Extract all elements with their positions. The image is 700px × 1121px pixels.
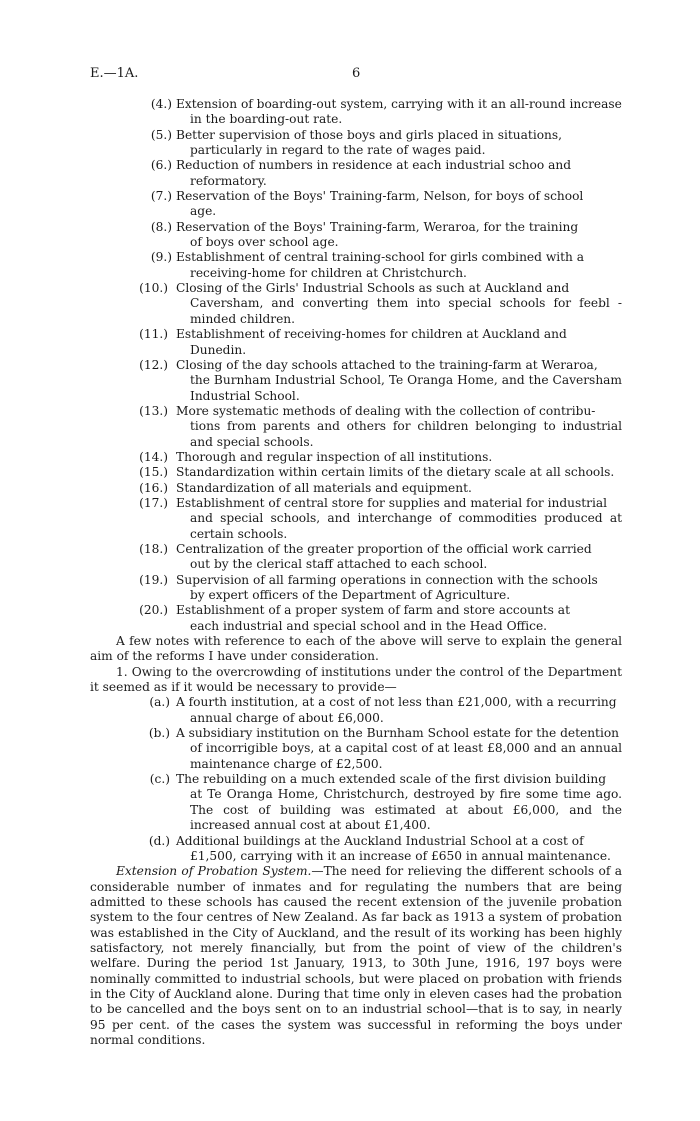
sub-item-label: (c.) [149, 772, 170, 787]
sub-item-text-continued: £1,500, carrying with it an increase of £650 in annual maintenance. [190, 848, 611, 863]
item-number: (16.) [139, 480, 168, 495]
item-text: Establishment of central store for supplies and material for industrial [176, 495, 608, 510]
sub-item-label: (b.) [148, 726, 170, 741]
item-text: Closing of the day schools attached to the training-farm at Weraroa, [176, 357, 598, 372]
item-number: (20.) [139, 603, 168, 618]
item-text: Standardization within certain limits of the dietary scale at all schools. [176, 465, 615, 480]
sub-item-label: (a.) [149, 695, 170, 710]
sub-item-text-continued: of incorrigible boys, at a capital cost of at least £8,000 and an annual maintenance charge of £2,500. [190, 741, 622, 771]
list-item [90, 158, 622, 189]
item-text-continued: receiving-home for children at Christchurch. [190, 265, 467, 280]
item-text: Establishment of receiving-homes for children at Auckland and [176, 327, 567, 342]
item-text-continued: tions from parents and others for children belonging to industrial and special schools. [190, 419, 622, 449]
item-text: Better supervision of those boys and girls placed in situations, [176, 127, 563, 142]
page-body [90, 97, 622, 1048]
item-text: Establishment of central training-school for girls combined with a [176, 250, 585, 265]
item-text-continued: reformatory. [190, 173, 267, 188]
item-number: (13.) [139, 403, 168, 418]
item-text: Reservation of the Boys' Training-farm, Weraroa, for the training [176, 219, 579, 234]
paragraph-probation [90, 864, 622, 1048]
item-number: (8.) [150, 219, 172, 234]
item-text-continued: and special schools, and interchange of commodities produced at certain schools. [190, 511, 622, 541]
sub-item [90, 772, 622, 833]
item-number: (7.) [150, 189, 172, 204]
sub-item-text: A subsidiary institution on the Burnham School estate for the detention [176, 726, 620, 741]
item-number: (18.) [139, 541, 168, 556]
item-number: (9.) [150, 250, 172, 265]
sub-item [90, 834, 622, 865]
list-item [90, 450, 622, 465]
list-item [90, 358, 622, 404]
list-item [90, 281, 622, 327]
item-text-continued: Caversham, and converting them into special schools for feebl - minded children. [190, 296, 622, 326]
reform-list [90, 97, 622, 634]
item-number: (19.) [139, 572, 168, 587]
item-number: (11.) [139, 327, 168, 342]
item-number: (10.) [139, 281, 168, 296]
item-text: Reservation of the Boys' Training-farm, Nelson, for boys of school [176, 189, 584, 204]
item-text-continued: in the boarding-out rate. [190, 112, 343, 127]
item-text: Extension of boarding-out system, carrying with it an all-round increase [176, 97, 622, 111]
item-text: Establishment of a proper system of farm and store accounts at [176, 603, 570, 618]
sub-item-text-continued: at Te Oranga Home, Christchurch, destroyed by fire some time ago. The cost of building was estimated at about £6,000, and the increased annual cost at about £1,400. [190, 787, 622, 833]
sub-item-text-continued: annual charge of about £6,000. [190, 710, 384, 725]
item-text-continued: the Burnham Industrial School, Te Oranga Home, and the Caversham Industrial School. [190, 373, 622, 403]
item-text-continued: particularly in regard to the rate of wages paid. [190, 143, 486, 158]
item-text: Closing of the Girls' Industrial Schools as such at Auckland and [176, 281, 570, 296]
item-text-continued: out by the clerical staff attached to each school. [190, 557, 488, 572]
list-item [90, 496, 622, 542]
list-item [90, 465, 622, 480]
item-text: Reduction of numbers in residence at each industrial schoo and [176, 158, 572, 173]
list-item [90, 97, 622, 128]
list-item [90, 404, 622, 450]
item-text-continued: age. [190, 204, 217, 219]
item-text-continued: each industrial and special school and in the Head Office. [190, 618, 548, 633]
probation-text: —The need for relieving the different schools of a considerable number of inmates and for regulating the numbers that are being admitted to these schools has caused the recent extension of the juvenile probation system to the four centres of New Zealand. As far back as 1913 a system of probation was established in the City of Auckland, and the result of its working has been highly satisfactory, not merely financially, but from the point of view of the children's welfare. During the period 1st January, 1913, to 30th June, 1916, 197 boys were nominally committed to industrial schools, but were placed on probation with friends in the City of Auckland alone. During that time only in eleven cases had the probation to be cancelled and the boys sent on to an industrial school—that is to say, in nearly 95 per cent. of the cases the system was successful in reforming the boys under normal conditions. [90, 864, 622, 1047]
item-text: Centralization of the greater proportion of the official work carried [176, 541, 592, 556]
item-text: Thorough and regular inspection of all institutions. [176, 449, 493, 464]
list-item [90, 189, 622, 220]
item-text-continued: of boys over school age. [190, 235, 339, 250]
item-number: (5.) [150, 127, 172, 142]
page-header [90, 66, 630, 84]
probation-heading: Extension of Probation System. [116, 864, 312, 879]
item-number: (17.) [139, 495, 168, 510]
list-item [90, 128, 622, 159]
item-text: Supervision of all farming operations in connection with the schools [176, 572, 598, 587]
item-text: More systematic methods of dealing with the collection of contribu- [176, 403, 596, 418]
item-text-continued: Dunedin. [190, 342, 247, 357]
list-item [90, 603, 622, 634]
sub-item-label: (d.) [148, 833, 170, 848]
item-number: (4.) [150, 97, 172, 111]
list-item [90, 481, 622, 496]
item-number: (6.) [150, 158, 172, 173]
list-item [90, 542, 622, 573]
sub-item-text: A fourth institution, at a cost of not less than £21,000, with a recurring [176, 695, 617, 710]
list-item [90, 250, 622, 281]
item-text-continued: by expert officers of the Department of Agriculture. [190, 588, 511, 602]
provision-list [90, 695, 622, 864]
sub-item-text: Additional buildings at the Auckland Industrial School at a cost of [176, 833, 584, 848]
list-item [90, 220, 622, 251]
list-item [90, 573, 622, 604]
page-number: 6 [352, 66, 361, 81]
item-number: (14.) [139, 449, 168, 464]
item-text: Standardization of all materials and equipment. [176, 480, 472, 495]
item-number: (15.) [139, 465, 168, 480]
sub-item-text: The rebuilding on a much extended scale of the first division building [176, 772, 607, 787]
list-item [90, 327, 622, 358]
paragraph-notes: A few notes with reference to each of the above will serve to explain the general aim of the reforms I have under consideration. [90, 634, 622, 664]
document-reference: E.—1A. [90, 66, 139, 81]
sub-item [90, 695, 622, 726]
paragraph-owing: 1. Owing to the overcrowding of institutions under the control of the Department it seemed as if it would be necessary to provide— [90, 664, 622, 695]
item-number: (12.) [139, 357, 168, 372]
sub-item [90, 726, 622, 772]
